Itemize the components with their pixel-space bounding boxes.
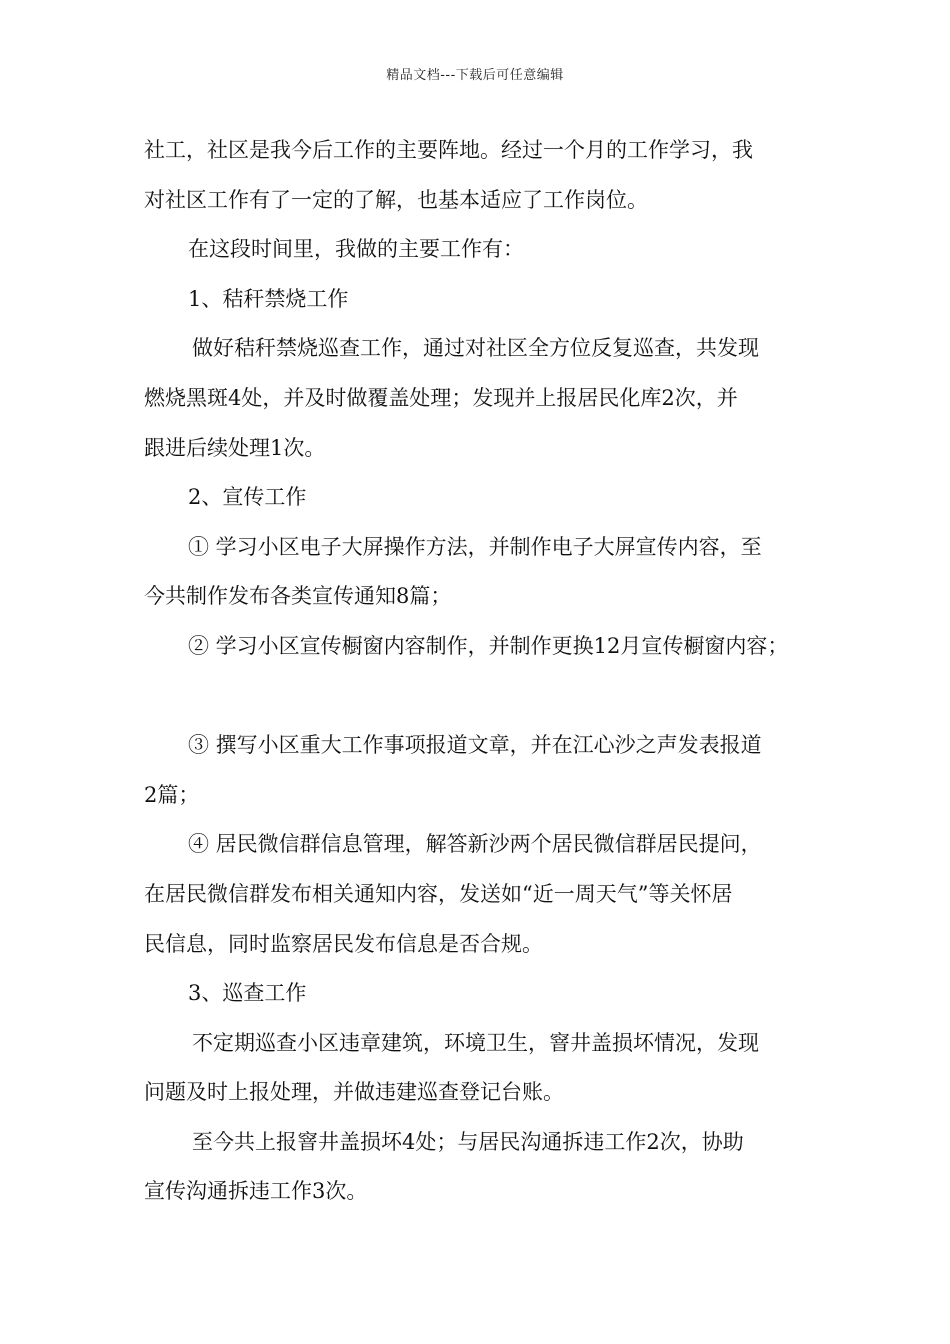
document-body: [144, 126, 814, 1217]
section-heading: 3、巡查工作: [188, 981, 307, 1006]
paragraph-line: ③ 撰写小区重大工作事项报道文章，并在江心沙之声发表报道: [188, 733, 762, 758]
paragraph-line: 2篇；: [144, 782, 200, 807]
paragraph-line: 问题及时上报处理，并做违建巡查登记台账。: [144, 1080, 564, 1105]
paragraph-line: ② 学习小区宣传橱窗内容制作，并制作更换12月宣传橱窗内容；: [188, 633, 789, 658]
paragraph-line: ④ 居民微信群信息管理，解答新沙两个居民微信群居民提问，: [188, 832, 762, 857]
paragraph-line: 社工，社区是我今后工作的主要阵地。经过一个月的工作学习，我: [144, 138, 753, 162]
paragraph-line: 宣传沟通拆违工作3次。: [144, 1179, 368, 1204]
paragraph-line: 不定期巡查小区违章建筑，环境卫生，窨井盖损坏情况，发现: [192, 1030, 759, 1055]
paragraph-line: 至今共上报窨井盖损坏4处；与居民沟通拆违工作2次，协助: [192, 1129, 744, 1154]
blank-line: [144, 672, 814, 722]
paragraph-line: 做好秸秆禁烧巡查工作，通过对社区全方位反复巡查，共发现: [192, 336, 759, 361]
section-heading: 1、秸秆禁烧工作: [188, 286, 349, 311]
paragraph-line: 跟进后续处理1次。: [144, 435, 326, 460]
paragraph-line: 民信息，同时监察居民发布信息是否合规。: [144, 931, 543, 956]
section-heading: 2、宣传工作: [188, 485, 307, 510]
paragraph-line: 在居民微信群发布相关通知内容，发送如“近一周天气”等关怀居: [144, 881, 733, 906]
paragraph-line: ① 学习小区电子大屏操作方法，并制作电子大屏宣传内容，至: [188, 534, 762, 559]
paragraph-line: 在这段时间里，我做的主要工作有：: [188, 237, 524, 262]
paragraph-line: 今共制作发布各类宣传通知8篇；: [144, 584, 452, 609]
page-header: 精品文档---下载后可任意编辑: [386, 68, 564, 83]
paragraph-line: 对社区工作有了一定的了解，也基本适应了工作岗位。: [144, 187, 648, 212]
paragraph-line: 燃烧黑斑4处，并及时做覆盖处理；发现并上报居民化库2次，并: [144, 385, 738, 410]
